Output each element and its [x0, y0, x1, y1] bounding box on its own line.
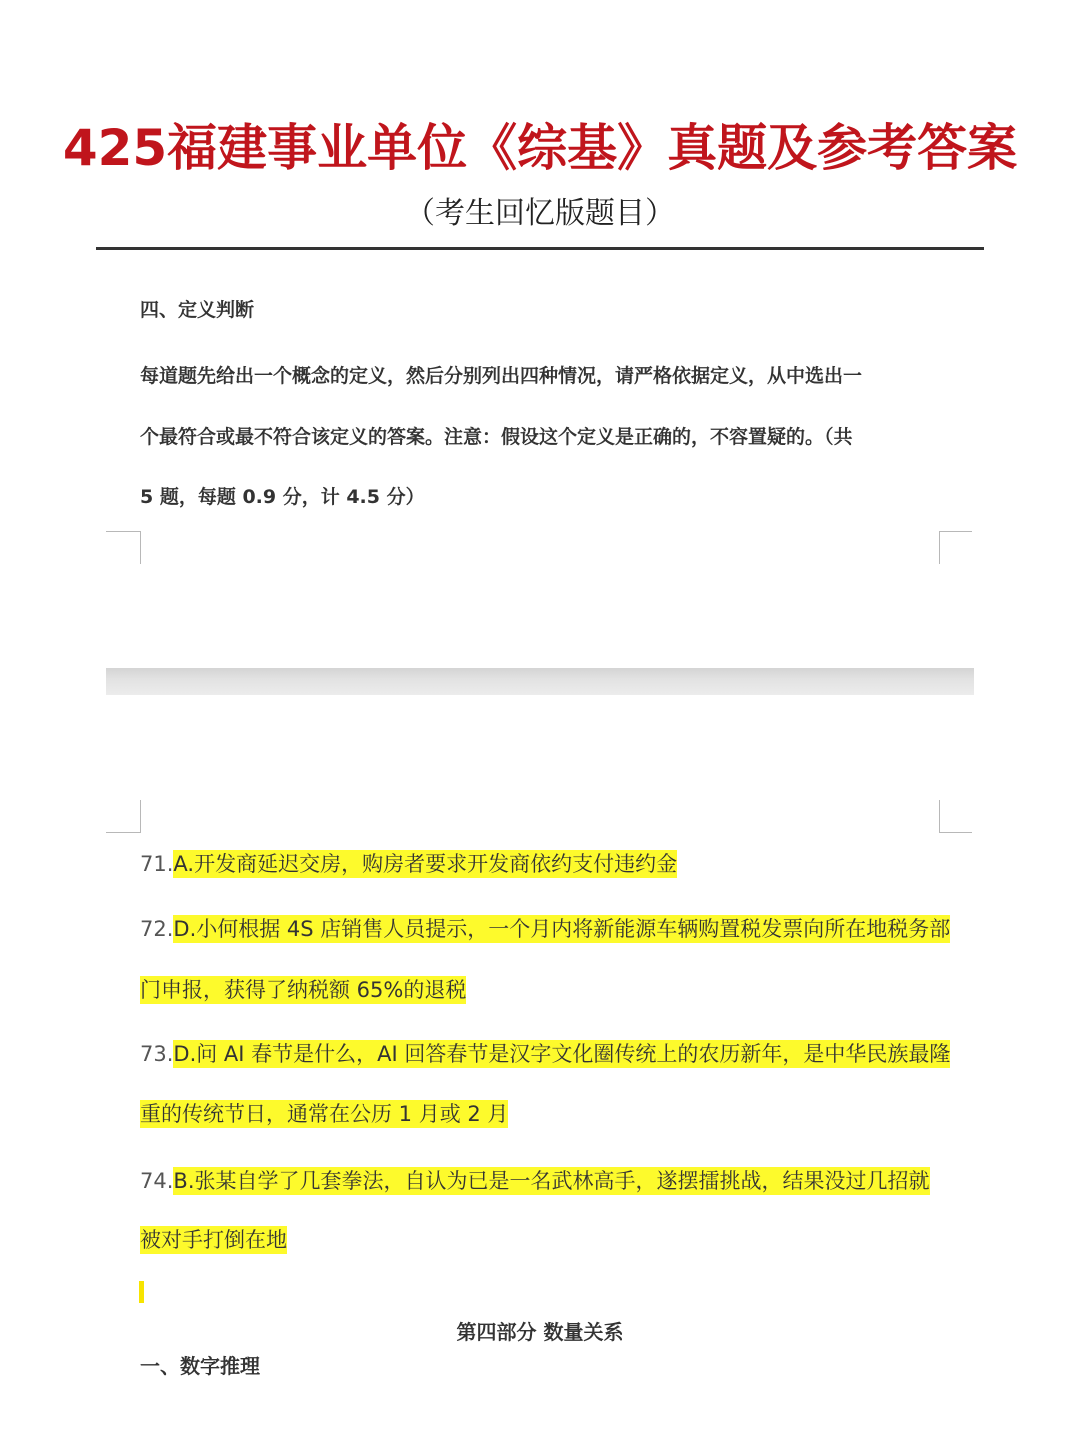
- answer-number: 73.: [140, 1042, 174, 1066]
- page-corner-mark-top-left: [106, 531, 141, 564]
- answer-highlight: B.张某自学了几套拳法，自认为已是一名武林高手，遂摆擂挑战，结果没过几招就: [173, 1169, 930, 1193]
- page-title: 425福建事业单位《综基》真题及参考答案: [62, 119, 1018, 177]
- answer-71: [140, 847, 677, 881]
- answer-number: 74.: [140, 1169, 174, 1193]
- part-title: 第四部分 数量关系: [456, 1320, 624, 1344]
- answer-73: [140, 1037, 950, 1071]
- answer-74-continued: [140, 1223, 287, 1257]
- page-corner-mark-bottom-left: [106, 800, 141, 833]
- page-corner-mark-bottom-right: [939, 800, 972, 833]
- page-break-gap: [106, 668, 974, 695]
- page-subtitle: （考生回忆版题目）: [405, 196, 675, 231]
- answer-highlight: 门申报，获得了纳税额 65%的退税: [140, 978, 467, 1002]
- answer-72-continued: [140, 973, 466, 1007]
- part-subheading: 一、数字推理: [140, 1354, 260, 1378]
- answer-highlight: A.开发商延迟交房，购房者要求开发商依约支付违约金: [173, 852, 678, 876]
- answer-73-continued: [140, 1097, 508, 1131]
- instruction-line-2: 个最符合或最不符合该定义的答案。注意：假设这个定义是正确的，不容置疑的。（共: [140, 426, 853, 448]
- answer-highlight: 重的传统节日，通常在公历 1 月或 2 月: [140, 1102, 509, 1126]
- instruction-line-1: 每道题先给出一个概念的定义，然后分别列出四种情况，请严格依据定义，从中选出一: [140, 365, 863, 387]
- section-heading: 四、定义判断: [140, 299, 255, 321]
- answer-highlight: D.小何根据 4S 店销售人员提示，一个月内将新能源车辆购置税发票向所在地税务部: [173, 917, 951, 941]
- instruction-line-3: 5 题，每题 0.9 分，计 4.5 分）: [140, 486, 425, 508]
- header-divider: [96, 247, 984, 250]
- answer-number: 72.: [140, 917, 174, 941]
- answer-72: [140, 912, 950, 946]
- answer-number: 71.: [140, 852, 174, 876]
- answer-highlight: 被对手打倒在地: [140, 1228, 287, 1252]
- highlight-cursor-mark: [139, 1281, 144, 1303]
- answer-highlight: D.问 AI 春节是什么，AI 回答春节是汉字文化圈传统上的农历新年，是中华民族最隆: [173, 1042, 951, 1066]
- page-corner-mark-top-right: [939, 531, 972, 564]
- answer-74: [140, 1164, 930, 1198]
